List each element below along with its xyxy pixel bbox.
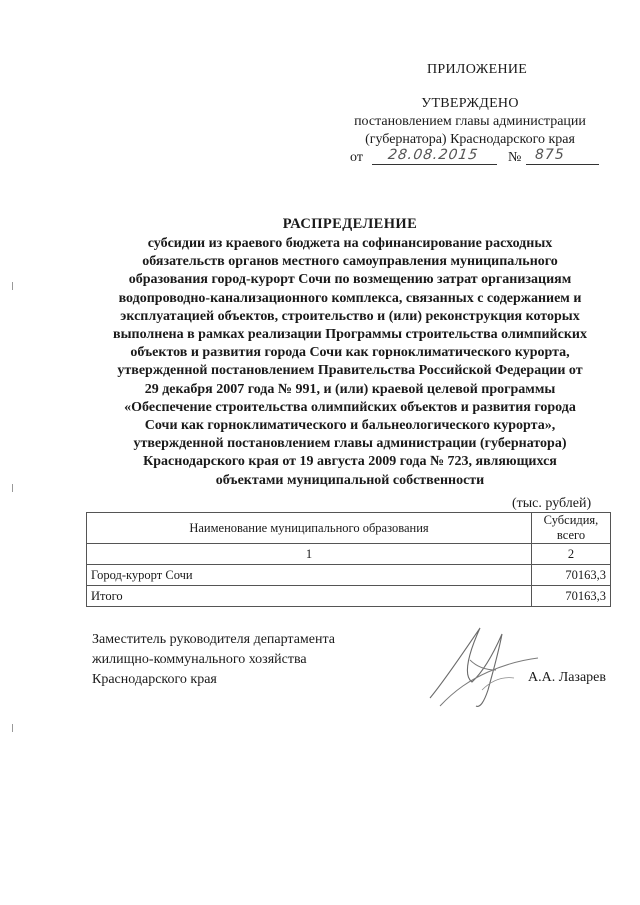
signer-title-line-3: Краснодарского края <box>92 672 217 687</box>
approval-stamp <box>330 95 610 149</box>
subtitle-line: утвержденной постановлением главы администрации (губернатора) <box>133 436 567 452</box>
column-header-amount <box>532 513 611 544</box>
subtitle-line: водопроводно-канализационного комплекса, связанных с содержанием и <box>118 290 582 306</box>
signer-title <box>92 630 335 690</box>
table-row-total <box>87 586 611 607</box>
subsidy-amount: 70163,3 <box>532 565 611 586</box>
subtitle-line: образования город-курорт Сочи по возмещению затрат организациям <box>128 272 572 288</box>
subtitle-line: обязательств органов местного самоуправления муниципального <box>142 254 558 270</box>
column-header-name: Наименование муниципального образования <box>87 513 532 544</box>
municipality-name: Город-курорт Сочи <box>87 565 532 586</box>
subtitle-line: «Обеспечение строительства олимпийских объектов и развития города <box>124 399 576 415</box>
document-subtitle <box>80 235 620 490</box>
total-label: Итого <box>87 586 532 607</box>
handwritten-signature <box>410 620 545 710</box>
column-header-amount-line-1: Субсидия, <box>543 513 599 527</box>
subtitle-line: эксплуатацией объектов, строительство и (или) реконструкция которых <box>120 308 580 324</box>
table-row <box>87 565 611 586</box>
subtitle-line: субсидии из краевого бюджета на софинансирование расходных <box>147 236 553 251</box>
subtitle-line: объектами муниципальной собственности <box>215 472 485 488</box>
column-header-amount-line-2: всего <box>556 528 586 542</box>
subtitle-line: выполнена в рамках реализации Программы строительства олимпийских <box>113 327 587 343</box>
total-amount: 70163,3 <box>532 586 611 607</box>
signer-title-line-2: жилищно-коммунального хозяйства <box>92 652 307 667</box>
unit-note: (тыс. рублей) <box>512 496 592 511</box>
number-underline <box>526 164 599 165</box>
subtitle-line: утвержденной постановлением Правительства Российской Федерации от <box>117 363 583 379</box>
column-number-name: 1 <box>87 544 532 565</box>
subtitle-line: Сочи как горноклиматического и бальнеологического курорта», <box>144 418 556 434</box>
handwritten-number: 875 <box>535 147 565 163</box>
subtitle-line: 29 декабря 2007 года № 991, и (или) краевой целевой программы <box>144 381 556 397</box>
approved-by-line-2: (губернатора) Краснодарского края <box>365 132 575 147</box>
approved-label: УТВЕРЖДЕНО <box>421 96 519 111</box>
table-header-row <box>87 513 611 544</box>
handwritten-date: 28.08.2015 <box>386 147 480 163</box>
column-number-row <box>87 544 611 565</box>
subtitle-line: объектов и развития города Сочи как горноклиматического курорта, <box>130 345 570 361</box>
margin-scan-mark <box>12 282 13 290</box>
date-prefix: от <box>350 150 363 165</box>
approved-by-line-1: постановлением главы администрации <box>354 114 586 129</box>
appendix-label: ПРИЛОЖЕНИЕ <box>427 62 528 77</box>
subsidy-table <box>86 512 611 607</box>
date-underline <box>372 164 497 165</box>
signer-name: А.А. Лазарев <box>528 670 606 685</box>
margin-scan-mark <box>12 484 13 492</box>
signer-title-line-1: Заместитель руководителя департамента <box>92 632 335 647</box>
margin-scan-mark <box>12 724 13 732</box>
document-title: РАСПРЕДЕЛЕНИЕ <box>282 216 418 232</box>
subtitle-line: Краснодарского края от 19 августа 2009 года № 723, являющихся <box>143 454 557 470</box>
order-date-number-line <box>350 147 600 170</box>
column-number-amount: 2 <box>532 544 611 565</box>
number-prefix: № <box>508 150 522 165</box>
